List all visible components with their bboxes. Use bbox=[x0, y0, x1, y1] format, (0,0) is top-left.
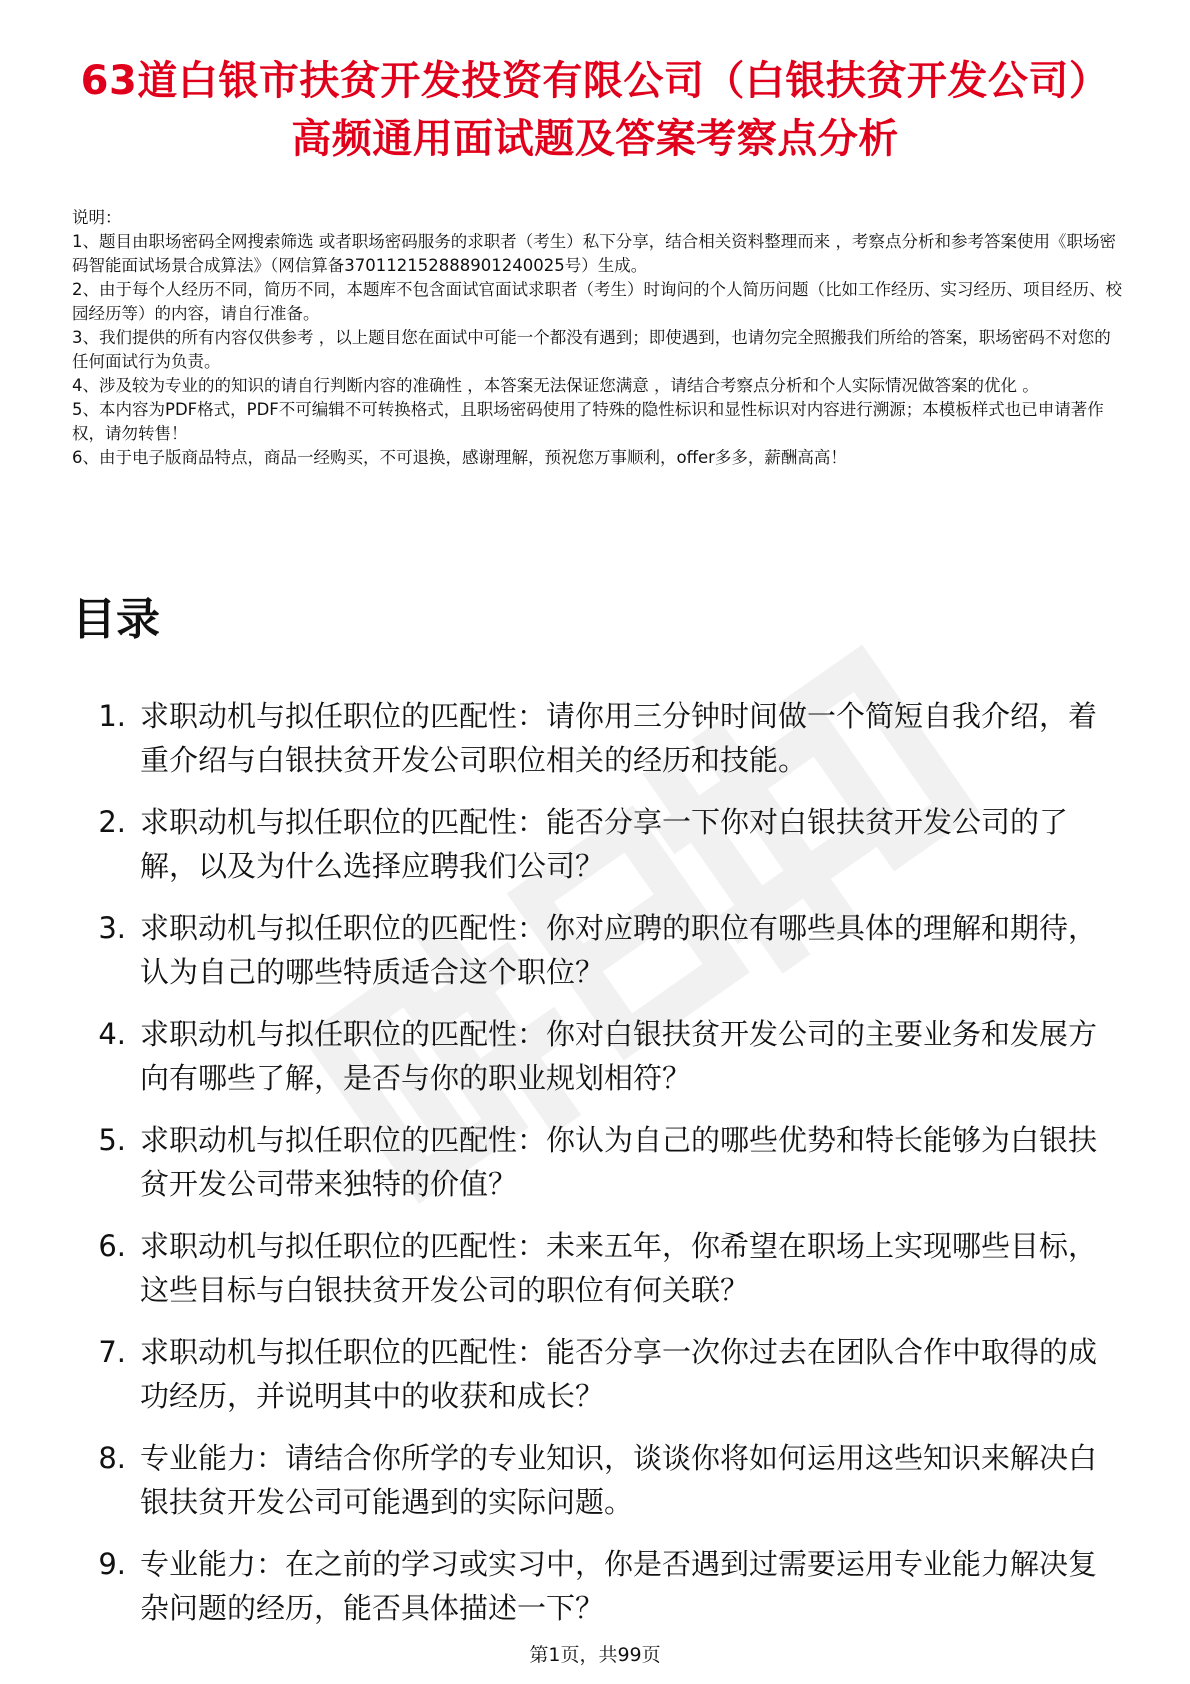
toc-item[interactable] bbox=[72, 1330, 1122, 1436]
note-item: 2、由于每个人经历不同，简历不同，本题库不包含面试官面试求职者（考生）时询问的个人简历问题（比如工作经历、实习经历、项目经历、校园经历等）的内容，请自行准备。 bbox=[72, 280, 1122, 323]
toc-item[interactable] bbox=[72, 694, 1122, 800]
note-item: 4、涉及较为专业的的知识的请自行判断内容的准确性 ，本答案无法保证您满意 ，请结合考察点分析和个人实际情况做答案的优化 。 bbox=[72, 376, 1039, 395]
toc-item-text: 求职动机与拟任职位的匹配性：能否分享一次你过去在团队合作中取得的成功经历，并说明其中的收获和成长？ bbox=[140, 1335, 1098, 1413]
toc-item-number: 5. bbox=[98, 1123, 126, 1157]
toc-item-number: 3. bbox=[98, 911, 126, 945]
notes-heading: 说明： bbox=[72, 208, 122, 227]
toc-heading: 目录 bbox=[72, 594, 160, 645]
toc-item-number: 8. bbox=[98, 1441, 126, 1475]
toc-item-text: 求职动机与拟任职位的匹配性：能否分享一下你对白银扶贫开发公司的了解，以及为什么选择应聘我们公司？ bbox=[140, 805, 1069, 883]
note-item: 6、由于电子版商品特点，商品一经购买，不可退换，感谢理解，预祝您万事顺利，offer多多，薪酬高高！ bbox=[72, 448, 847, 467]
toc-item-text: 专业能力：在之前的学习或实习中，你是否遇到过需要运用专业能力解决复杂问题的经历，能否具体描述一下？ bbox=[140, 1547, 1098, 1625]
toc-item-text: 求职动机与拟任职位的匹配性：你对应聘的职位有哪些具体的理解和期待，认为自己的哪些特质适合这个职位？ bbox=[140, 911, 1098, 989]
toc-item-number: 1. bbox=[98, 699, 126, 733]
toc-item[interactable] bbox=[72, 1436, 1122, 1542]
toc-item-number: 4. bbox=[98, 1017, 126, 1051]
note-item: 3、我们提供的所有内容仅供参考 ，以上题目您在面试中可能一个都没有遇到；即使遇到，也请勿完全照搬我们所给的答案，职场密码不对您的任何面试行为负责。 bbox=[72, 328, 1111, 371]
disclaimer-notes bbox=[72, 206, 1122, 470]
toc-list bbox=[72, 694, 1122, 1648]
toc-item-number: 6. bbox=[98, 1229, 126, 1263]
document-title: 63道白银市扶贫开发投资有限公司（白银扶贫开发公司）高频通用面试题及答案考察点分析 bbox=[80, 58, 1110, 162]
toc-item[interactable] bbox=[72, 1012, 1122, 1118]
toc-item-text: 专业能力：请结合你所学的专业知识，谈谈你将如何运用这些知识来解决白银扶贫开发公司可能遇到的实际问题。 bbox=[140, 1441, 1098, 1519]
toc-item-number: 2. bbox=[98, 805, 126, 839]
page-number: 第1页，共99页 bbox=[529, 1644, 661, 1666]
toc-item-number: 9. bbox=[98, 1547, 126, 1581]
note-item: 5、本内容为PDF格式，PDF不可编辑不可转换格式，且职场密码使用了特殊的隐性标识和显性标识对内容进行溯源；本模板样式也已申请著作权，请勿转售！ bbox=[72, 400, 1104, 443]
toc-item[interactable] bbox=[72, 1224, 1122, 1330]
toc-item-text: 求职动机与拟任职位的匹配性：未来五年，你希望在职场上实现哪些目标，这些目标与白银扶贫开发公司的职位有何关联？ bbox=[140, 1229, 1098, 1307]
toc-item-text: 求职动机与拟任职位的匹配性：请你用三分钟时间做一个简短自我介绍，着重介绍与白银扶贫开发公司职位相关的经历和技能。 bbox=[140, 699, 1098, 777]
toc-item[interactable] bbox=[72, 1542, 1122, 1648]
toc-item-number: 7. bbox=[98, 1335, 126, 1369]
toc-item[interactable] bbox=[72, 906, 1122, 1012]
toc-item-text: 求职动机与拟任职位的匹配性：你对白银扶贫开发公司的主要业务和发展方向有哪些了解，是否与你的职业规划相符？ bbox=[140, 1017, 1098, 1095]
note-item: 1、题目由职场密码全网搜索筛选 或者职场密码服务的求职者（考生）私下分享，结合相关资料整理而来 ，考察点分析和参考答案使用《职场密码智能面试场景合成算法》（网信算备370112152888901240025号）生成。 bbox=[72, 232, 1116, 275]
toc-item[interactable] bbox=[72, 1118, 1122, 1224]
toc-item-text: 求职动机与拟任职位的匹配性：你认为自己的哪些优势和特长能够为白银扶贫开发公司带来独特的价值？ bbox=[140, 1123, 1098, 1201]
toc-item[interactable] bbox=[72, 800, 1122, 906]
